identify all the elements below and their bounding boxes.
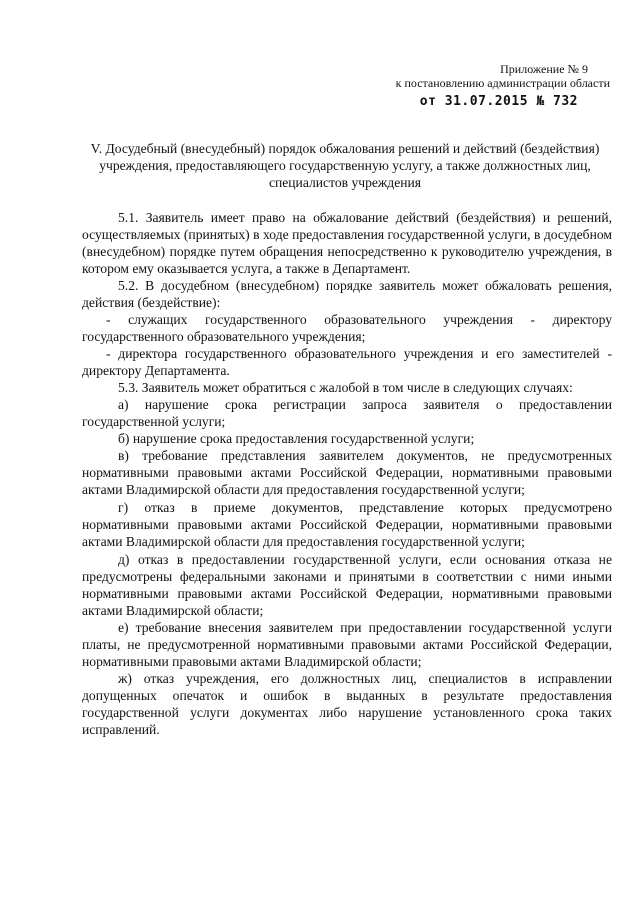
list-item-g: г) отказ в приеме документов, представление которых предусмотрено нормативными правовыми актами Российской Федерации, нормативными правовыми актами Владимирской области для предоставления государственной услуги; (82, 500, 612, 549)
paragraph-5-1: 5.1. Заявитель имеет право на обжалование действий (бездействия) и решений, осуществляемых (принятых) в ходе предоставления государственной услуги, в досудебном (внесудебном) порядке путем обращения непосредственно к руководителю учреждения, в котором ему оказывается услуга, а также в Департамент. (82, 210, 612, 276)
list-item-dash: - служащих государственного образовательного учреждения - директору государственного образовательного учреждения; (82, 312, 612, 344)
paragraph-5-3: 5.3. Заявитель может обратиться с жалобой в том числе в следующих случаях: (118, 380, 573, 395)
list-item-d: д) отказ в предоставлении государственной услуги, если основания отказа не предусмотрены федеральными законами и принятыми в соответствии с ними иными нормативными правовыми актами Российской Федерации, нормативными правовыми актами Владимирской области; (82, 552, 612, 618)
appendix-reference: к постановлению администрации области (395, 76, 610, 90)
list-item-b: б) нарушение срока предоставления государственной услуги; (118, 431, 475, 446)
appendix-date: от 31.07.2015 № 732 (419, 94, 578, 109)
section-heading: V. Досудебный (внесудебный) порядок обжалования решений и действий (бездействия) учреждения, предоставляющего государственную услугу, а также должностных лиц, специалистов учреждения (90, 141, 600, 190)
list-item-dash: - директора государственного образовательного учреждения и его заместителей - директору Департамента. (82, 346, 612, 378)
appendix-block (380, 62, 610, 109)
list-item-e: е) требование внесения заявителем при предоставлении государственной услуги платы, не предусмотренной нормативными правовыми актами Российской Федерации, нормативными правовыми актами Владимирской области; (82, 620, 612, 669)
paragraph-5-2: 5.2. В досудебном (внесудебном) порядке заявитель может обжаловать решения, действия (бездействие): (82, 278, 612, 310)
appendix-title: Приложение № 9 (500, 62, 588, 76)
list-item-zh: ж) отказ учреждения, его должностных лиц, специалистов в исправлении допущенных опечаток и ошибок в выданных в результате предоставления государственной услуги документах либо нарушение установленного срока таких исправлений. (82, 671, 612, 737)
document-body (82, 209, 612, 738)
list-item-v: в) требование представления заявителем документов, не предусмотренных нормативными правовыми актами Российской Федерации, нормативными правовыми актами Владимирской области для предоставления государственной услуги; (82, 448, 612, 497)
list-item-a: а) нарушение срока регистрации запроса заявителя о предоставлении государственной услуги; (82, 397, 612, 429)
